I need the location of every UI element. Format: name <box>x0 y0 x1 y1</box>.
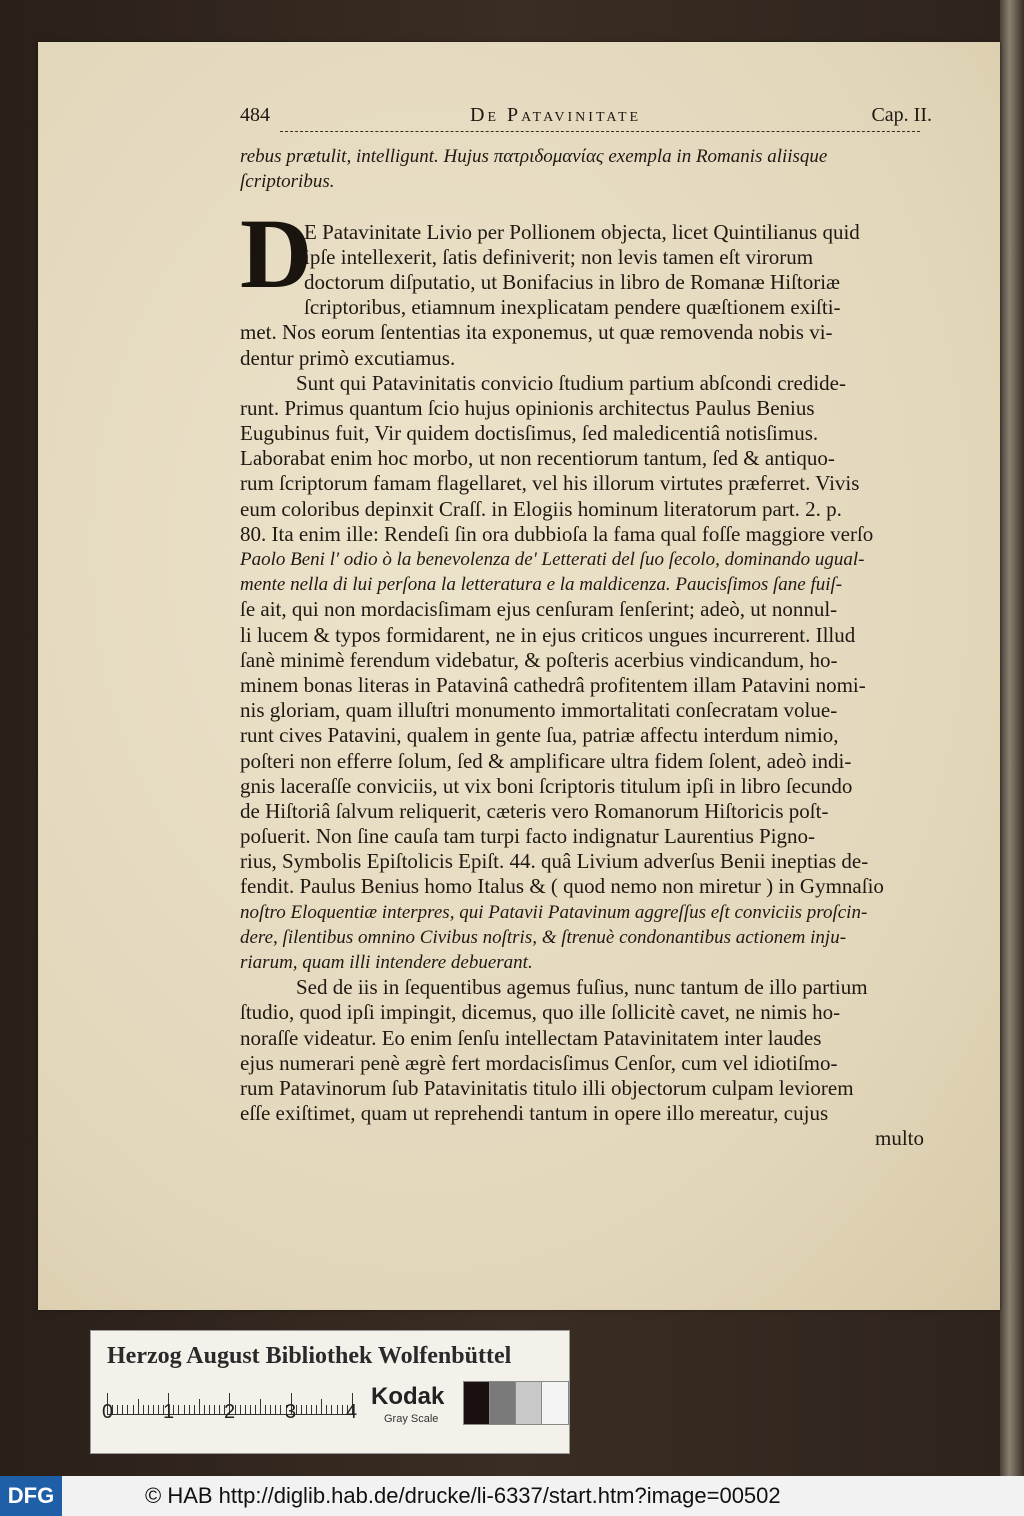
ruler-tick <box>275 1405 276 1415</box>
ruler-label: 3 <box>285 1401 297 1423</box>
ruler-tick <box>214 1405 215 1415</box>
ruler-tick <box>158 1405 159 1415</box>
header-rule <box>280 131 920 132</box>
ruler-tick <box>321 1399 322 1415</box>
chapter-label: Cap. II. <box>871 104 932 126</box>
ruler-tick <box>219 1405 220 1415</box>
text-line: doctorum diſputatio, ut Bonifacius in libro de Romanæ Hiſtoriæ <box>304 269 841 294</box>
page-number: 484 <box>240 104 270 126</box>
text-line: riarum, quam illi intendere debuerant. <box>240 952 533 973</box>
ruler-tick <box>143 1405 144 1415</box>
gray-scale-label: Gray Scale <box>384 1413 439 1425</box>
ruler-tick <box>194 1405 195 1415</box>
text-line: nis gloriam, quam illuſtri monumento immortalitati conſecratam volue- <box>240 698 838 723</box>
ruler-tick <box>199 1399 200 1415</box>
text-line: poſuerit. Non ſine cauſa tam turpi facto indignatur Laurentius Pigno- <box>240 824 816 849</box>
text-line: noſtro Eloquentiæ interpres, qui Patavii Patavinum aggreſſus eſt conviciis proſcin- <box>240 901 868 923</box>
text-line: ſcriptoribus. <box>240 171 335 193</box>
ruler-tick <box>280 1405 281 1415</box>
kodak-brand: Kodak <box>371 1383 445 1410</box>
ruler-tick <box>209 1405 210 1415</box>
drop-capital: D <box>240 198 313 309</box>
ruler-label: 2 <box>224 1401 236 1423</box>
gray-swatch <box>541 1381 569 1425</box>
ruler-tick <box>178 1405 179 1415</box>
text-line: rius, Symbolis Epiſtolicis Epiſt. 44. quâ Livium adverſus Benii ineptias de- <box>240 849 869 874</box>
text-line: ſe ait, qui non mordacisſimam ejus cenſuram ſenſerint; adeò, ut nonnul- <box>240 597 838 622</box>
text-line: runt. Primus quantum ſcio hujus opinionis architectus Paulus Benius <box>240 395 815 420</box>
text-line: eſſe exiſtimet, quam ut reprehendi tantum in opere illo mereatur, cujus <box>240 1101 829 1126</box>
ruler-tick <box>184 1405 185 1415</box>
text-line: fendit. Paulus Benius homo Italus & ( quod nemo non miretur ) in Gymnaſio <box>240 874 884 899</box>
ruler-label: 1 <box>163 1401 175 1423</box>
text-line: ſtudio, quod ipſi impingit, dicemus, quo ille ſollicitè cavet, ne nimis ho- <box>240 1000 841 1025</box>
text-line: multo <box>874 1126 924 1151</box>
text-line: dere, ſilentibus omnino Civibus noſtris, & ſtrenuè condonantibus actionem inju- <box>240 926 847 948</box>
ruler-tick <box>122 1405 123 1415</box>
text-line: Sunt qui Patavinitatis convicio ſtudium partium abſcondi credide- <box>296 370 846 395</box>
ruler-tick <box>265 1405 266 1415</box>
library-name: Herzog August Bibliothek Wolfenbüttel <box>107 1343 512 1369</box>
running-title: De Patavinitate <box>470 104 642 126</box>
ruler-tick <box>255 1405 256 1415</box>
viewer-footer <box>0 1476 1024 1516</box>
text-line: ſcriptoribus, etiamnum inexplicatam pendere quæſtionem exiſti- <box>304 295 841 320</box>
copyright-url[interactable]: © HAB http://diglib.hab.de/drucke/li-6337/start.htm?image=00502 <box>145 1483 781 1508</box>
ruler-tick <box>133 1405 134 1415</box>
text-line: ſanè minimè ferendum videbatur, & poſteris acerbius vindicandum, ho- <box>240 647 838 672</box>
ruler-label: 4 <box>346 1401 358 1423</box>
ruler-tick <box>331 1405 332 1415</box>
ruler-tick <box>204 1405 205 1415</box>
gray-swatch <box>489 1381 517 1425</box>
text-line: rebus prætulit, intelligunt. Hujus πατριδομανίας exempla in Romanis aliisque <box>240 146 828 167</box>
ruler-tick <box>270 1405 271 1415</box>
text-line: 80. Ita enim ille: Rendeſi ſin ora dubbioſa la fama qual foſſe maggiore verſo <box>240 521 874 546</box>
ruler-tick <box>260 1399 261 1415</box>
text-line: minem bonas literas in Patavinâ cathedrâ profitentem illam Patavini nomi- <box>240 672 866 697</box>
text-line: Sed de iis in ſequentibus agemus fuſius, nunc tantum de illo partium <box>296 975 868 1000</box>
gray-swatch <box>463 1381 491 1425</box>
ruler-tick <box>316 1405 317 1415</box>
ruler-tick <box>148 1405 149 1415</box>
text-line: runt cives Patavini, qualem in gente ſua, patriæ affectu interdum nimio, <box>240 723 839 748</box>
text-line: rum ſcriptorum famam flagellaret, vel his illorum virtutes præferret. Vivis <box>240 471 860 496</box>
text-line: de Hiſtoriâ ſalvum reliquerit, cæteris vero Romanorum Hiſtoricis poſt- <box>240 798 829 823</box>
ruler-tick <box>342 1405 343 1415</box>
text-line <box>240 194 962 219</box>
ruler-label: 0 <box>102 1401 114 1423</box>
ruler-tick <box>153 1405 154 1415</box>
ruler-tick <box>301 1405 302 1415</box>
ruler-tick <box>337 1405 338 1415</box>
dfg-logo[interactable]: DFG <box>0 1476 62 1516</box>
color-reference-card <box>90 1330 570 1454</box>
text-line: dentur primò excutiamus. <box>240 345 456 370</box>
text-line: noraſſe videatur. Eo enim ſenſu intellectam Patavinitatem inter laudes <box>240 1025 822 1050</box>
ruler-tick <box>127 1405 128 1415</box>
ruler-tick <box>240 1405 241 1415</box>
text-line: mente nella di lui perſona la letteratura e la maldicenza. Paucisſimos ſane fuiſ- <box>240 574 843 596</box>
ruler-tick <box>326 1405 327 1415</box>
ruler-tick <box>117 1405 118 1415</box>
ruler-tick <box>189 1405 190 1415</box>
ruler-tick <box>311 1405 312 1415</box>
text-line: gnis laceraſſe conviciis, ut vix boni ſcriptoris titulum ipſi in libro ſecundo <box>240 773 853 798</box>
text-line: Eugubinus fuit, Vir quidem doctisſimus, ſed maledicentiâ notisſimus. <box>240 421 819 446</box>
body-text <box>240 144 962 1152</box>
text-line: li lucem & typos formidarent, ne in ejus criticos ungues incurrerent. Illud <box>240 622 856 647</box>
text-line: poſteri non efferre ſolum, ſed & amplificare ultra fidem ſolent, adeò indi- <box>240 748 852 773</box>
text-line: rum Patavinorum ſub Patavinitatis titulo illi objectorum culpam leviorem <box>240 1075 854 1100</box>
ruler-tick <box>306 1405 307 1415</box>
text-line: eum coloribus depinxit Craſſ. in Elogiis hominum literatorum part. 2. p. <box>240 496 842 521</box>
text-line: met. Nos eorum ſententias ita exponemus, ut quæ removenda nobis vi- <box>240 320 833 345</box>
ruler-tick <box>138 1399 139 1415</box>
ruler-tick <box>250 1405 251 1415</box>
page-edge <box>1000 0 1024 1476</box>
text-line: E Patavinitate Livio per Pollionem objecta, licet Quintilianus quid <box>304 219 860 244</box>
ruler-tick <box>245 1405 246 1415</box>
text-line: ejus numerari penè ægrè fert mordacisſimus Cenſor, cum vel idiotiſmo- <box>240 1050 838 1075</box>
page-header <box>240 104 962 134</box>
text-line: Paolo Beni l' odio ò la benevolenza de' Letterati del ſuo ſecolo, dominando ugual- <box>240 549 865 570</box>
text-line: Laborabat enim hoc morbo, ut non recentiorum tantum, ſed & antiquo- <box>240 446 835 471</box>
gray-swatch <box>515 1381 543 1425</box>
text-line: ipſe intellexerit, ſatis definiverit; non levis tamen eſt virorum <box>304 244 814 269</box>
